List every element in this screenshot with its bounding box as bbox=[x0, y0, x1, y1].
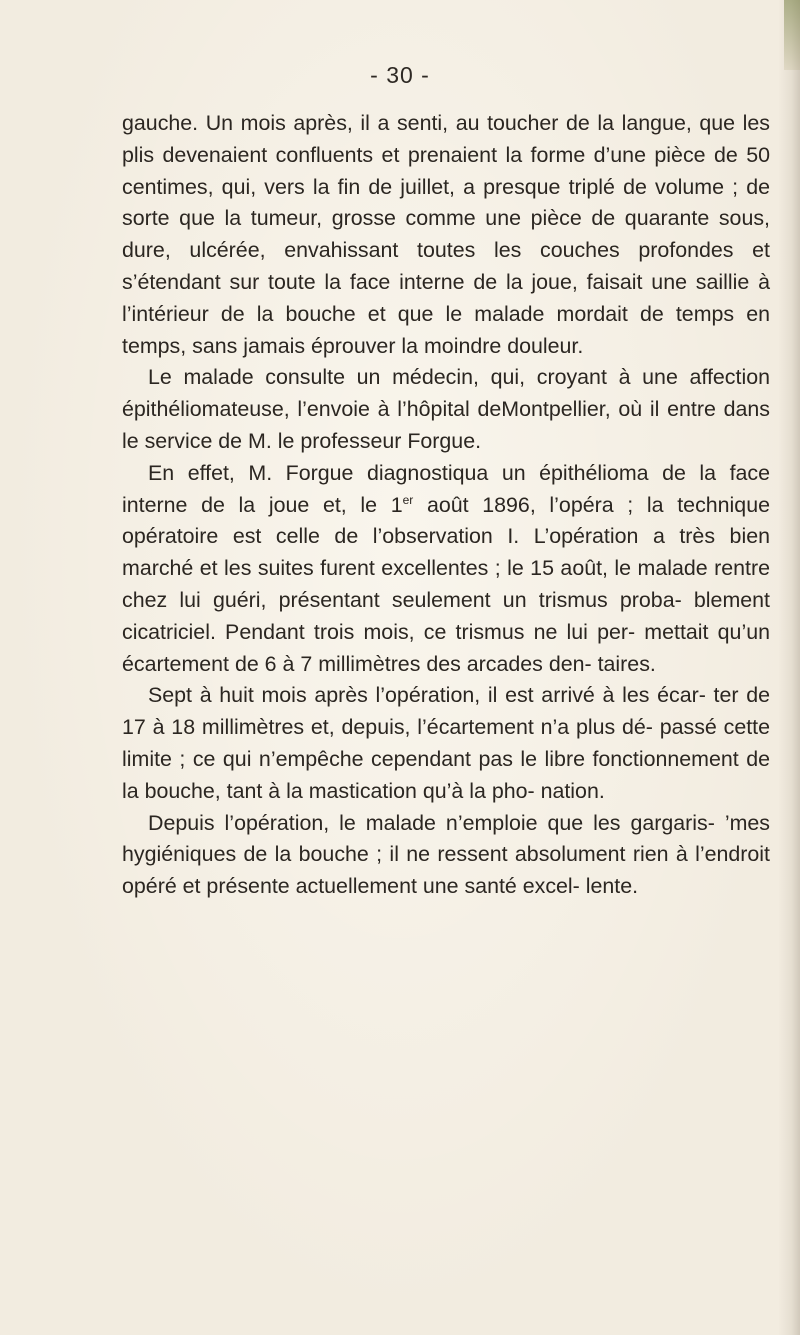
paragraph-3 bbox=[122, 458, 770, 681]
paragraph-3-superscript: er bbox=[402, 492, 414, 507]
paragraph-3-after: août 1896, l’opéra ; la technique opératoire est celle de l’observation I. L’opération a très bien marché et les suites furent excellentes ; le 15 août, le malade rentre chez lui guéri, présentant seulement un trismus proba- blement cicatriciel. Pendant trois mois, ce trismus ne lui per- mettait qu’un écartement de 6 à 7 millimètres des arcades den- taires. bbox=[122, 492, 770, 676]
page-edge-shadow bbox=[778, 0, 800, 1335]
paragraph-4: Sept à huit mois après l’opération, il est arrivé à les écar- ter de 17 à 18 millimètres et, depuis, l’écartement n’a plus dé- passé cette limite ; ce qui n’empêche cependant pas le libre fonctionnement de la bouche, tant à la mastication qu’à la pho- nation. bbox=[122, 683, 770, 803]
page-corner-mark bbox=[784, 0, 800, 70]
paragraph-5: Depuis l’opération, le malade n’emploie que les gargaris- ’mes hygiéniques de la bouche ; il ne ressent absolument rien à l’endroit opéré et présente actuellement une santé excel- lente. bbox=[122, 810, 770, 899]
page-number: - 30 - bbox=[370, 62, 430, 88]
paragraph-1: gauche. Un mois après, il a senti, au toucher de la langue, que les plis devenaient confluents et prenaient la forme d’une pièce de 50 centimes, qui, vers la fin de juillet, a presque triplé de volume ; de sorte que la tumeur, grosse comme une pièce de quarante sous, dure, ulcérée, envahissant toutes les couches profondes et s’étendant sur toute la face interne de la joue, faisait une saillie à l’intérieur de la bouche et que le malade mordait de temps en temps, sans jamais éprouver la moindre douleur. bbox=[122, 111, 770, 358]
paragraph-3-before: En effet, M. Forgue diagnostiqua un épithélioma de la face interne de la joue et, le 1 bbox=[122, 460, 770, 517]
paragraph-2: Le malade consulte un médecin, qui, croyant à une affection épithéliomateuse, l’envoie à l’hôpital deMontpellier, où il entre dans le service de M. le professeur Forgue. bbox=[122, 365, 770, 453]
body-text bbox=[122, 108, 770, 903]
